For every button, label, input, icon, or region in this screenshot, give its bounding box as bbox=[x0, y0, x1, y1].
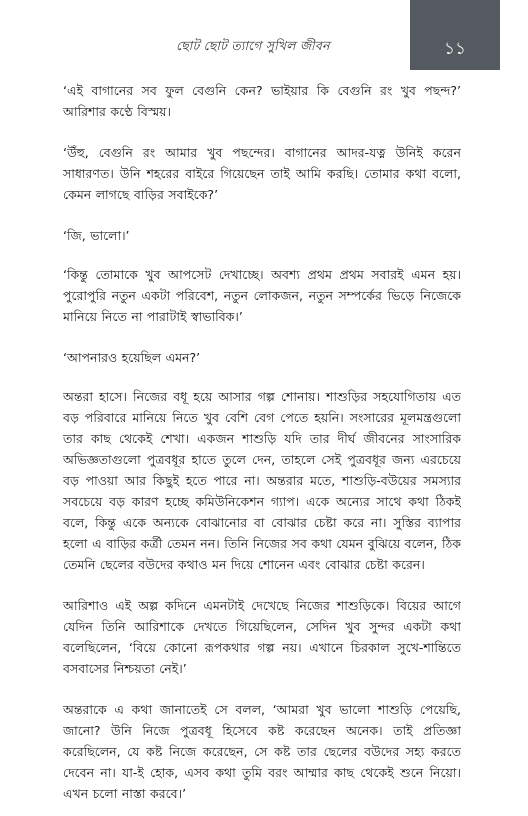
running-title: ছোট ছোট ত্যাগে সুখিল জীবন bbox=[176, 38, 330, 53]
paragraph-3: ‘জি, ভালো।’ bbox=[63, 228, 130, 243]
paragraph-1: ‘এই বাগানের সব ফুল বেগুনি কেন? ভাইয়ার কি বেগুনি রং খুব পছন্দ?’ আরিশার কণ্ঠে বিস্ময়। bbox=[63, 83, 461, 119]
paragraph-2: ‘উঁহু, বেগুনি রং আমার খুব পছন্দের। বাগানের আদর-যত্ন উনিই করেন সাধারণত। উনি শহরের বাইরে গিয়েছেন তাই আমি করছি। তোমার কথা বলো, কেমন লাগছে বাড়ির সবাইকে?’ bbox=[63, 145, 461, 202]
page-body bbox=[63, 80, 461, 800]
page-number-box bbox=[410, 0, 500, 70]
paragraph-6: অন্তরা হাসে। নিজের বধূ হয়ে আসার গল্প শোনায়। শাশুড়ির সহযোগিতায় এত বড় পরিবারে মানিয়ে নিতে খুব বেশি বেগ পেতে হয়নি। সংসারের মূলমন্ত্রগুলো তার কাছ থেকেই শেখা। একজন শাশুড়ি যদি তার দীর্ঘ জীবনের সাংসারিক অভিজ্ঞতাগুলো পুত্রবধূর হাতে তুলে দেন, তাহলে সেই পুত্রবধূর জন্য এরচেয়ে বড় পাওয়া আর কিছুই হতে পারে না। অন্তরার মতে, শাশুড়ি-বউয়ের সমস্যার সবচেয়ে বড় কারণ হচ্ছে কমিউনিকেশন গ্যাপ। একে অন্যের সাথে কথা ঠিকই বলে, কিন্তু একে অন্যকে বোঝানোর বা বোঝার চেষ্টা করে না। সুস্তির ব্যাপার হলো এ বাড়ির কর্ত্রী তেমন নন। তিনি নিজের সব কথা যেমন বুঝিয়ে বলেন, ঠিক তেমনি ছেলের বউদের কথাও মন দিয়ে শোনেন এবং বোঝার চেষ্টা করেন। bbox=[63, 389, 461, 572]
page-number: ১১ bbox=[443, 39, 467, 59]
paragraph-5: ‘আপনারও হয়েছিল এমন?’ bbox=[63, 350, 201, 365]
paragraph-8: অন্তরাকে এ কথা জানাতেই সে বলল, ‘আমরা খুব ভালো শাশুড়ি পেয়েছি, জানো? উনি নিজে পুত্রবধূ হিসেবে কষ্ট করেছেন অনেক। তাই প্রতিজ্ঞা করেছিলেন, যে কষ্ট নিজে করেছেন, সে কষ্ট তার ছেলের বউদের সহ্য করতে দেবেন না। যা-ই হোক, এসব কথা তুমি বরং আম্মার কাছ থেকেই শুনে নিয়ো। এখন চলো নাস্তা করবে।’ bbox=[63, 702, 461, 800]
paragraph-7: আরিশাও এই অল্প কদিনে এমনটাই দেখেছে নিজের শাশুড়িকে। বিয়ের আগে যেদিন তিনি আরিশাকে দেখতে গিয়েছিলেন, সেদিন খুব সুন্দর একটা কথা বলেছিলেন, ‘বিয়ে কোনো রূপকথার গল্প নয়। এখানে চিরকাল সুখে-শান্তিতে বসবাসের নিশ্চয়তা নেই।’ bbox=[63, 598, 461, 676]
paragraph-4: ‘কিন্তু তোমাকে খুব আপসেট দেখাচ্ছে। অবশ্য প্রথম প্রথম সবারই এমন হয়। পুরোপুরি নতুন একটা পরিবেশ, নতুন লোকজন, নতুন সম্পর্কের ভিড়ে নিজেকে মানিয়ে নিতে না পারাটাই স্বাভাবিক।’ bbox=[63, 267, 461, 324]
running-head bbox=[0, 0, 528, 70]
